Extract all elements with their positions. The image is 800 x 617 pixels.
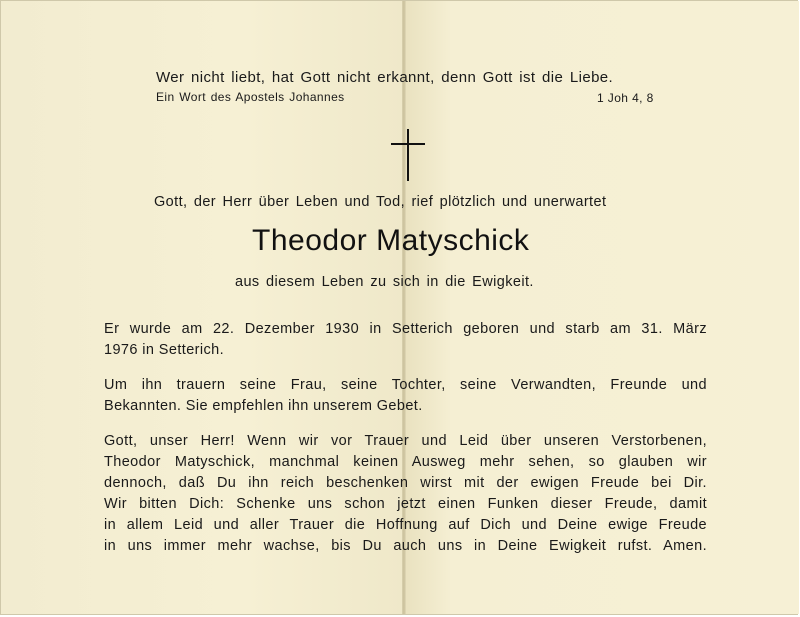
deceased-name: Theodor Matyschick: [252, 224, 530, 257]
paragraph-line: Theodor Matyschick, manchmal keinen Ausweg mehr sehen, so glauben wir: [104, 454, 707, 470]
intro-text: Gott, der Herr über Leben und Tod, rief plötzlich und unerwartet: [154, 194, 607, 210]
paragraph-line: Bekannten. Sie empfehlen ihn unserem Gebet.: [104, 398, 423, 414]
outro-text: aus diesem Leben zu sich in die Ewigkeit.: [235, 274, 534, 290]
mourners-paragraph: [104, 375, 707, 417]
paragraph-line: Er wurde am 22. Dezember 1930 in Setterich geboren und starb am 31. März: [104, 321, 707, 337]
paragraph-line: Um ihn trauern seine Frau, seine Tochter, seine Verwandten, Freunde und: [104, 377, 707, 393]
cross-icon: [391, 129, 425, 181]
quote-attribution: Ein Wort des Apostels Johannes: [156, 90, 345, 104]
paragraph-line: Gott, unser Herr! Wenn wir vor Trauer und Leid über unseren Verstorbenen,: [104, 433, 707, 449]
paragraph-line: 1976 in Setterich.: [104, 342, 225, 358]
paragraph-line: Wir bitten Dich: Schenke uns schon jetzt einen Funken dieser Freude, damit: [104, 496, 707, 512]
bible-quote: Wer nicht liebt, hat Gott nicht erkannt, denn Gott ist die Liebe.: [156, 69, 614, 86]
paragraph-line: in uns immer mehr wachse, bis Du auch uns in Deine Ewigkeit rufst. Amen.: [104, 538, 707, 554]
paragraph-line: dennoch, daß Du ihn reich beschenken wirst mit der ewigen Freude bei Dir.: [104, 475, 707, 491]
quote-reference: 1 Joh 4, 8: [597, 91, 654, 105]
life-dates-paragraph: [104, 319, 707, 361]
paragraph-line: in allem Leid und aller Trauer die Hoffnung auf Dich und Deine ewige Freude: [104, 517, 707, 533]
prayer-paragraph: [104, 431, 707, 557]
